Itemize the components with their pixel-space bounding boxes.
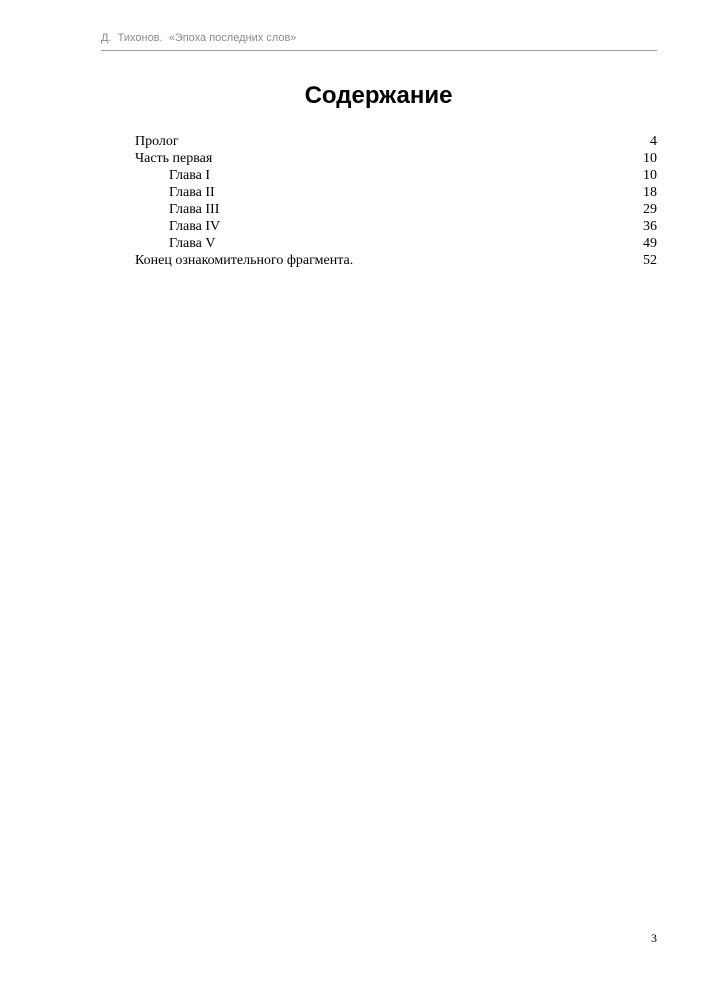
toc-entry-label: Глава III — [169, 202, 220, 217]
toc-title: Содержание — [304, 82, 453, 109]
toc-entry-label: Глава IV — [169, 219, 221, 234]
toc-entry-chapter-5[interactable] — [135, 235, 657, 252]
toc-entry-chapter-2[interactable] — [135, 184, 657, 201]
toc-entry-chapter-3[interactable] — [135, 201, 657, 218]
toc-entry-end-of-fragment[interactable] — [135, 252, 657, 269]
toc-entry-page: 4 — [650, 134, 657, 149]
header-divider — [101, 50, 657, 51]
toc-entry-page: 18 — [643, 185, 657, 200]
toc-entry-page: 29 — [643, 202, 657, 217]
toc-entry-page: 36 — [643, 219, 657, 234]
toc-list — [135, 133, 657, 269]
toc-entry-part-one[interactable] — [135, 150, 657, 167]
toc-entry-label: Пролог — [135, 134, 179, 149]
toc-entry-label: Глава V — [169, 236, 216, 251]
running-header: Д. Тихонов. «Эпоха последних слов» — [101, 32, 297, 44]
toc-entry-label: Часть первая — [135, 151, 213, 166]
toc-entry-chapter-4[interactable] — [135, 218, 657, 235]
toc-entry-label: Конец ознакомительного фрагмента. — [135, 253, 354, 268]
toc-entry-page: 52 — [643, 253, 657, 268]
toc-entry-label: Глава I — [169, 168, 211, 183]
toc-entry-label: Глава II — [169, 185, 215, 200]
toc-entry-page: 49 — [643, 236, 657, 251]
toc-entry-prologue[interactable] — [135, 133, 657, 150]
toc-entry-page: 10 — [643, 151, 657, 166]
page-number: 3 — [651, 931, 657, 945]
toc-entry-chapter-1[interactable] — [135, 167, 657, 184]
toc-entry-page: 10 — [643, 168, 657, 183]
